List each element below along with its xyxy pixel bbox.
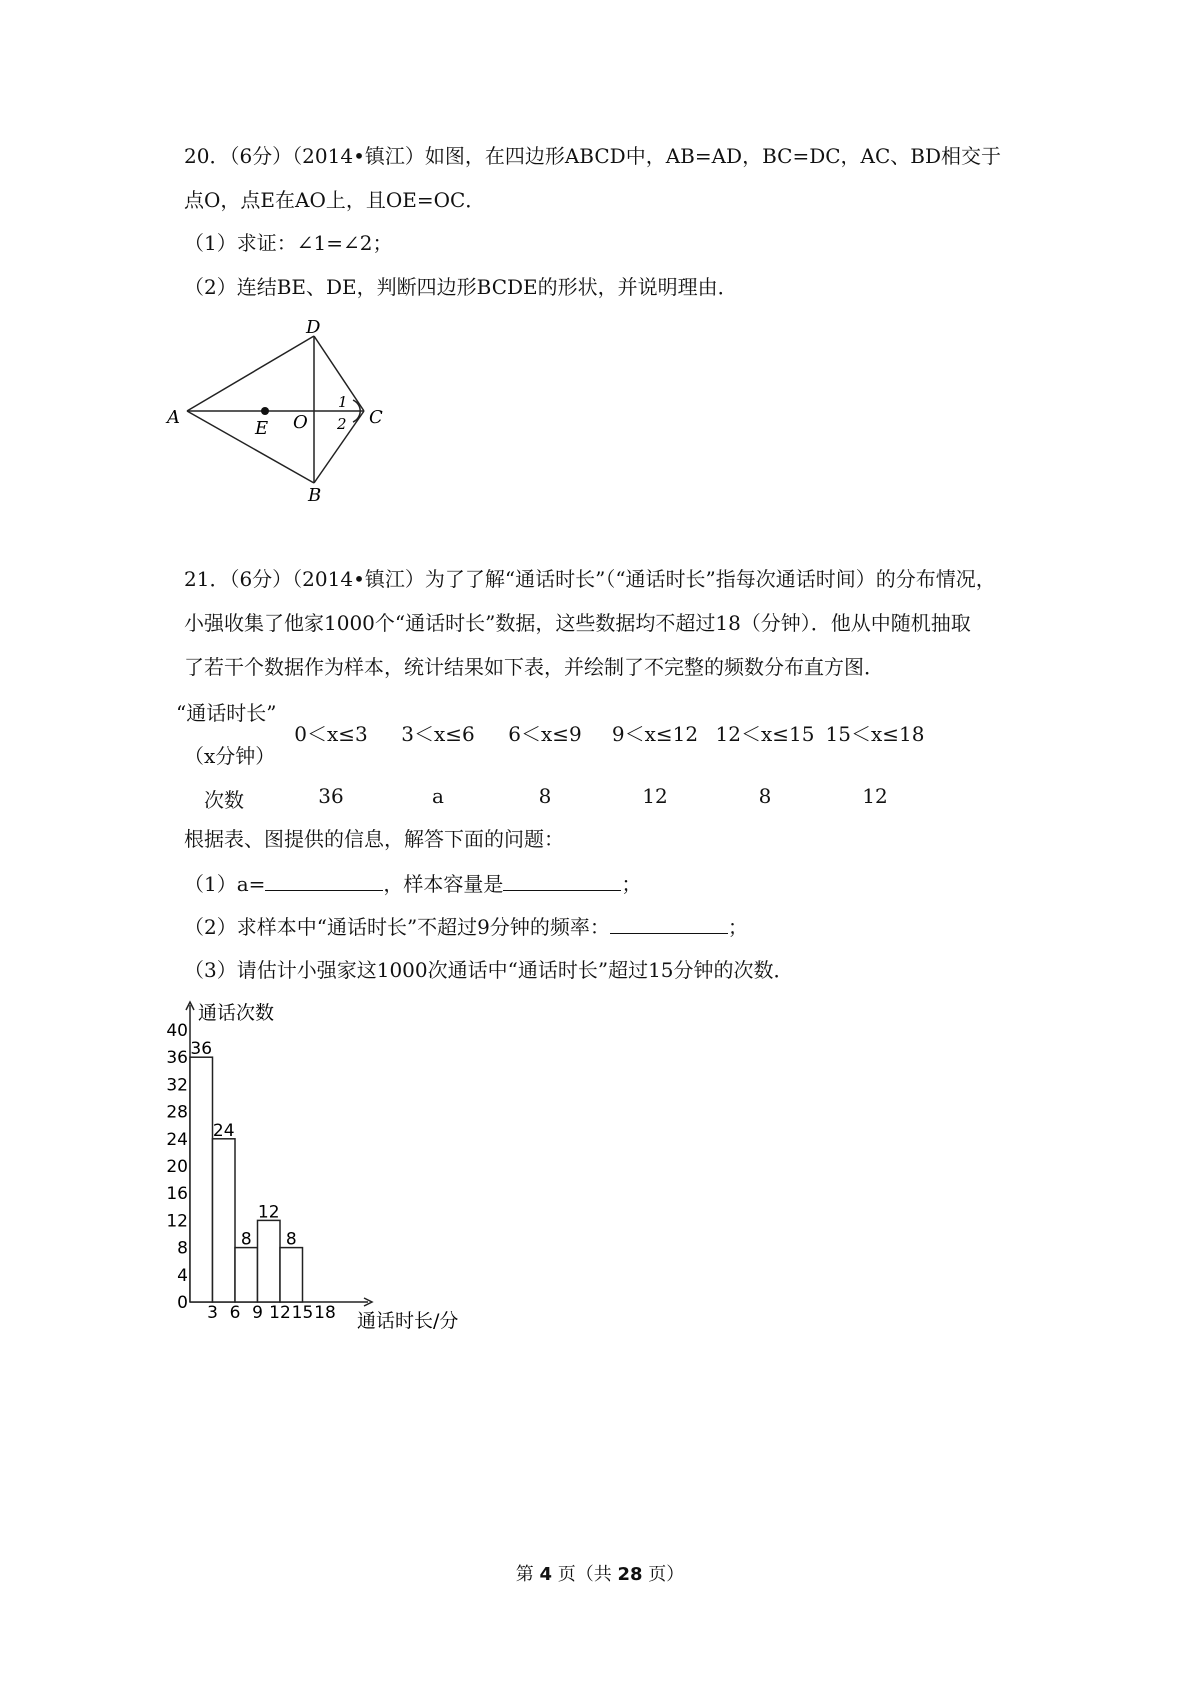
bar-data-label: 36 bbox=[190, 1039, 213, 1060]
y-tick-label: 0 bbox=[177, 1293, 188, 1313]
table-row-label: 次数 bbox=[204, 788, 244, 812]
y-tick-label: 4 bbox=[177, 1265, 188, 1286]
footer-page-number: 4 bbox=[539, 1564, 552, 1585]
part1-a-text: （1）a= bbox=[184, 872, 266, 896]
answer-blank-frequency[interactable] bbox=[610, 913, 728, 934]
point-e bbox=[261, 407, 269, 415]
q20-figure bbox=[160, 320, 400, 510]
q21-line3: 了若干个数据作为样本，统计结果如下表，并绘制了不完整的频数分布直方图． bbox=[184, 655, 884, 679]
histogram-bar bbox=[235, 1248, 258, 1302]
histogram-bar bbox=[190, 1057, 213, 1302]
label-angle1: 1 bbox=[338, 393, 348, 411]
footer-middle: 页（共 bbox=[557, 1564, 612, 1585]
q20-part1: （1）求证：∠1=∠2； bbox=[184, 231, 393, 255]
x-tick-label: 9 bbox=[252, 1303, 263, 1323]
label-angle2: 2 bbox=[337, 415, 347, 433]
y-tick-label: 40 bbox=[166, 1021, 188, 1041]
histogram-bar bbox=[213, 1139, 236, 1302]
y-tick-label: 16 bbox=[166, 1184, 188, 1205]
page-footer bbox=[0, 1560, 1200, 1586]
table-interval-3: 6＜x≤9 bbox=[508, 722, 582, 746]
q21-line2: 小强收集了他家1000个“通话时长”数据，这些数据均不超过18（分钟）．他从中随机抽取 bbox=[184, 611, 971, 635]
part1-c-text: ； bbox=[621, 872, 642, 896]
x-tick-label: 12 bbox=[269, 1303, 291, 1323]
label-b: B bbox=[308, 485, 322, 506]
answer-blank-sample-size[interactable] bbox=[503, 870, 621, 891]
x-tick-label: 15 bbox=[291, 1303, 314, 1323]
part1-b-text: ，样本容量是 bbox=[383, 872, 504, 896]
histogram-bar bbox=[258, 1220, 281, 1302]
y-tick-label: 8 bbox=[177, 1238, 188, 1259]
y-tick-label: 36 bbox=[166, 1048, 188, 1069]
x-tick-label: 18 bbox=[314, 1303, 336, 1323]
q21-part2 bbox=[184, 913, 748, 940]
y-tick-label: 32 bbox=[166, 1075, 188, 1096]
table-interval-1: 0＜x≤3 bbox=[294, 722, 368, 746]
table-count-4: 12 bbox=[642, 784, 668, 808]
q20-part2: （2）连结BE、DE，判断四边形BCDE的形状，并说明理由． bbox=[184, 275, 738, 299]
table-header-label-line1: “通话时长” bbox=[176, 701, 277, 725]
q20-line1: 20．（6分）（2014•镇江）如图，在四边形ABCD中，AB=AD，BC=DC，AC、BD相交于 bbox=[184, 144, 1002, 168]
bar-data-label: 8 bbox=[240, 1229, 252, 1250]
q21-part3: （3）请估计小强家这1000次通话中“通话时长”超过15分钟的次数． bbox=[184, 958, 794, 982]
x-axis-title: 通话时长/分 bbox=[357, 1310, 459, 1332]
bar-data-label: 24 bbox=[212, 1120, 235, 1141]
histogram-chart bbox=[150, 995, 480, 1340]
footer-total-pages: 28 bbox=[617, 1564, 643, 1585]
label-a: A bbox=[167, 407, 180, 428]
label-d: D bbox=[306, 320, 321, 338]
label-e: E bbox=[255, 418, 269, 439]
table-count-3: 8 bbox=[538, 784, 552, 808]
table-count-1: 36 bbox=[318, 784, 344, 808]
x-tick-label: 3 bbox=[207, 1303, 218, 1323]
table-count-2: a bbox=[432, 784, 444, 808]
y-tick-label: 24 bbox=[166, 1129, 188, 1150]
answer-blank-a[interactable] bbox=[265, 870, 383, 891]
q21-part1 bbox=[184, 870, 641, 897]
part2-a-text: （2）求样本中“通话时长”不超过9分钟的频率： bbox=[184, 915, 610, 939]
table-count-5: 8 bbox=[758, 784, 772, 808]
table-interval-2: 3＜x≤6 bbox=[401, 722, 475, 746]
bar-data-label: 12 bbox=[257, 1202, 280, 1223]
q21-intro: 根据表、图提供的信息，解答下面的问题： bbox=[184, 827, 564, 851]
segment-ad bbox=[187, 336, 314, 411]
y-tick-label: 20 bbox=[166, 1157, 188, 1177]
label-c: C bbox=[369, 407, 383, 428]
q20-line2: 点O，点E在AO上，且OE=OC． bbox=[184, 188, 486, 212]
q21-line1: 21．（6分）（2014•镇江）为了了解“通话时长”（“通话时长”指每次通话时间）的分布情况， bbox=[184, 567, 996, 591]
y-tick-label: 12 bbox=[166, 1211, 188, 1232]
x-tick-label: 6 bbox=[229, 1303, 241, 1323]
footer-prefix: 第 bbox=[515, 1564, 534, 1585]
table-interval-5: 12＜x≤15 bbox=[715, 722, 815, 746]
table-count-6: 12 bbox=[862, 784, 888, 808]
y-tick-label: 28 bbox=[166, 1102, 188, 1123]
table-interval-6: 15＜x≤18 bbox=[825, 722, 925, 746]
table-header-label-line2: （x分钟） bbox=[184, 744, 276, 768]
histogram-bar bbox=[280, 1248, 303, 1302]
label-o: O bbox=[293, 412, 308, 433]
bar-data-label: 8 bbox=[285, 1229, 297, 1250]
y-axis-title: 通话次数 bbox=[198, 1002, 275, 1024]
footer-suffix: 页） bbox=[648, 1564, 685, 1585]
part2-b-text: ； bbox=[727, 915, 748, 939]
table-interval-4: 9＜x≤12 bbox=[611, 722, 699, 746]
